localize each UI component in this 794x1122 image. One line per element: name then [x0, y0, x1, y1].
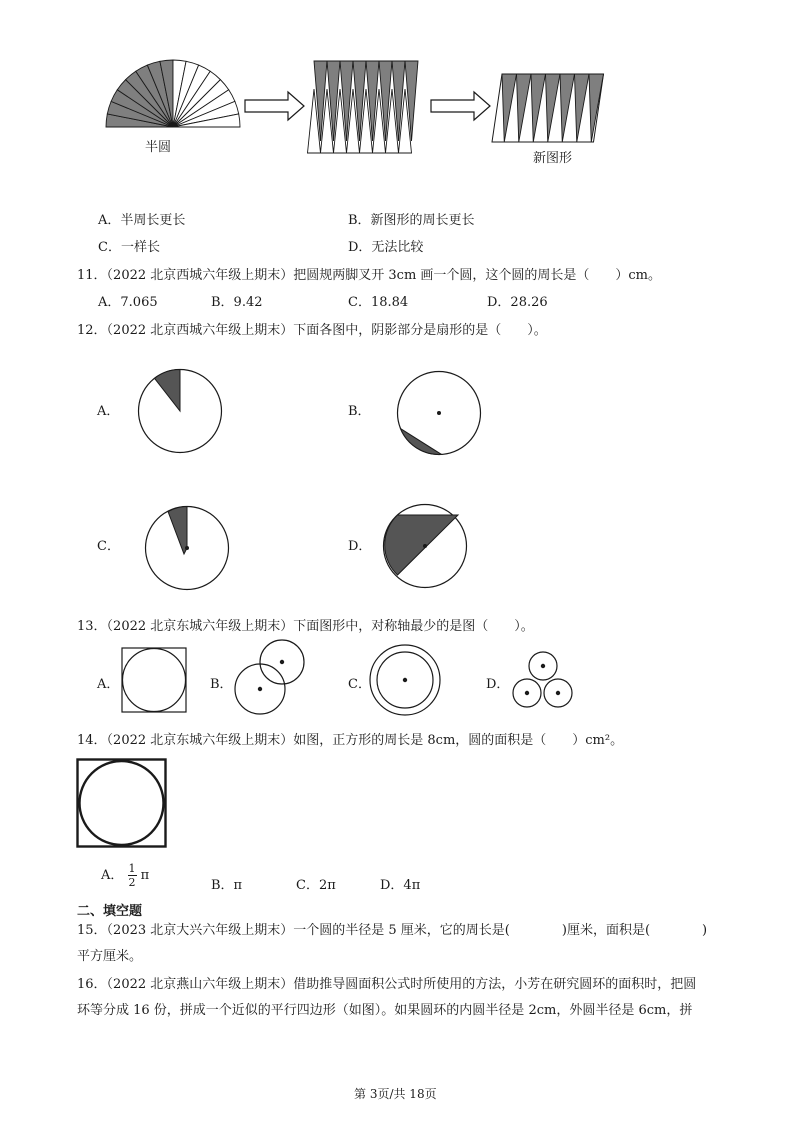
zigzag-shaded-triangle [379, 61, 392, 141]
zigzag-shaded-triangle [366, 61, 379, 141]
rearranged-zigzag-figure [310, 59, 422, 155]
q13-figure-d [510, 651, 576, 711]
section-title-fill-in: 二、填空题 [77, 904, 143, 919]
q11-option-a: A．7.065 [98, 295, 158, 310]
q13-figure-b [232, 638, 312, 716]
q11-option-c: C．18.84 [348, 295, 409, 310]
fraction-one-half [128, 862, 137, 889]
q12-circle-b [396, 370, 482, 456]
q14-option-a [101, 862, 149, 889]
q14-option-c: C．2π [296, 878, 336, 893]
q10-option-c: C．一样长 [98, 240, 160, 255]
q13-figure-a [121, 647, 187, 713]
q14-option-d: D．4π [380, 878, 421, 893]
zigzag-shaded-triangle [327, 61, 340, 141]
q16-line2: 环等分成 16 份，拼成一个近似的平行四边形（如图）。如果圆环的内圆半径是 2cm，外圆半径是 6cm，拼 [77, 1003, 693, 1018]
semicircle-figure [103, 58, 243, 128]
fraction-numerator: 1 [128, 862, 136, 875]
q12-label-d: D． [348, 539, 372, 554]
zigzag-shaded-triangle [314, 61, 327, 141]
q13-label-b: B． [210, 677, 233, 692]
zigzag-shaded-triangle [405, 61, 418, 141]
q14-stem: 14．（2022 北京东城六年级上期末）如图，正方形的周长是 8cm，圆的面积是（ ）cm²。 [77, 733, 624, 748]
q13-figure-c [369, 644, 441, 716]
q15-line1: 15．（2023 北京大兴六年级上期末）一个圆的半径是 5 厘米，它的周长是( )厘米，面积是( ) [77, 923, 708, 938]
q12-label-c: C． [97, 539, 120, 554]
new-shape-figure [492, 72, 610, 144]
page-number-footer: 第 3页/共 18页 [354, 1087, 437, 1101]
q10-option-b: B．新图形的周长更长 [348, 213, 475, 228]
q15-line2: 平方厘米。 [77, 949, 143, 964]
q12-label-b: B． [348, 404, 371, 419]
semicircle-caption: 半圆 [145, 140, 172, 155]
right-arrow-icon [244, 91, 306, 121]
q12-label-a: A． [97, 404, 120, 419]
right-arrow-icon-2 [430, 91, 492, 121]
q13-label-a: A． [97, 677, 120, 692]
new-shape-caption: 新图形 [533, 151, 573, 166]
q11-option-b: B．9.42 [211, 295, 263, 310]
q14-option-a-pi: π [140, 868, 150, 883]
q12-circle-c [144, 505, 230, 591]
zigzag-shaded-triangle [340, 61, 353, 141]
q10-option-d: D．无法比较 [348, 240, 424, 255]
new-shape-shaded-triangle [589, 74, 604, 142]
zigzag-shaded-triangle [392, 61, 405, 141]
q10-option-a: A．半周长更长 [98, 213, 186, 228]
q13-stem: 13．（2022 北京东城六年级上期末）下面图形中，对称轴最少的是图（ ）。 [77, 619, 534, 634]
q16-line1: 16．（2022 北京燕山六年级上期末）借助推导圆面积公式时所使用的方法，小芳在研究圆环的面积时，把圆 [77, 977, 697, 992]
q13-label-d: D． [486, 677, 510, 692]
fraction-denominator: 2 [128, 876, 136, 889]
q11-stem: 11．（2022 北京西城六年级上期末）把圆规两脚叉开 3cm 画一个圆，这个圆的周长是（ ）cm。 [77, 268, 662, 283]
q12-stem: 12．（2022 北京西城六年级上期末）下面各图中，阴影部分是扇形的是（ ）。 [77, 323, 547, 338]
q14-square-circle-figure [76, 758, 168, 848]
q11-option-d: D．28.26 [487, 295, 548, 310]
q12-circle-d [382, 503, 468, 589]
q12-circle-a [137, 368, 223, 454]
q14-option-b: B．π [211, 878, 243, 893]
q13-label-c: C． [348, 677, 371, 692]
q14-option-a-label: A． [101, 868, 124, 883]
zigzag-shaded-triangle [353, 61, 366, 141]
